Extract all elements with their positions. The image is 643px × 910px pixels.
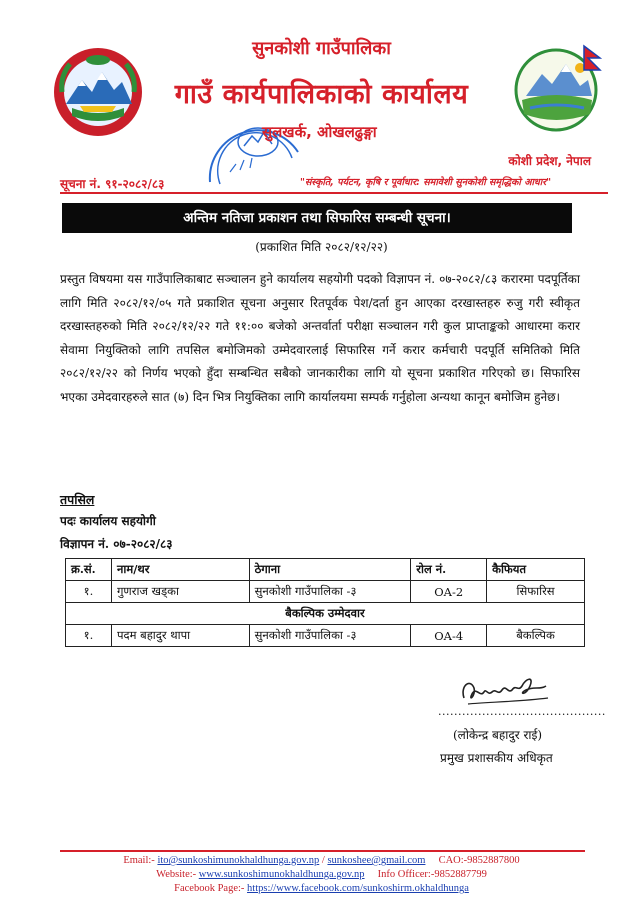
table-header-row: [66, 559, 585, 581]
slogan: "संस्कृति, पर्यटन, कृषि र पूर्वाधार: समावेशी सुनकोशी समृद्धिको आधार": [300, 177, 552, 188]
cell-roll: OA-4: [411, 625, 487, 647]
notice-title: अन्तिम नतिजा प्रकाशन तथा सिफारिस सम्बन्धी सूचना।: [62, 203, 572, 233]
header-address: ठेगाना: [249, 559, 411, 581]
alternate-heading: बैकल्पिक उम्मेदवार: [66, 603, 585, 625]
facebook-label: Facebook Page:-: [174, 883, 248, 894]
signatory-title: प्रमुख प्रशासकीय अधिकृत: [440, 751, 553, 765]
email-link-1[interactable]: ito@sunkoshimunokhaldhunga.gov.np: [157, 855, 320, 866]
cell-name: गुणराज खड्का: [111, 581, 249, 603]
website-link[interactable]: www.sunkoshimunokhaldhunga.gov.np: [198, 869, 365, 880]
municipality-name: सुनकोशी गाउँपालिका: [252, 38, 391, 59]
footer-divider: [60, 850, 585, 852]
signature-line: ..........................................: [438, 705, 606, 718]
published-date: (प्रकाशित मिति २०८२/१२/२२): [255, 240, 388, 254]
office-name: गाउँ कार्यपालिकाको कार्यालय: [174, 79, 469, 110]
header-roll: रोल नं.: [411, 559, 487, 581]
info-officer-phone: Info Officer:-9852887799: [364, 869, 487, 880]
cao-phone: CAO:-9852887800: [425, 855, 520, 866]
footer-email-line: [0, 855, 643, 866]
email-separator: /: [319, 855, 328, 866]
website-label: Website:-: [156, 869, 199, 880]
header-remark: कैफियत: [487, 559, 585, 581]
header-name: नाम/थर: [111, 559, 249, 581]
footer-website-line: [0, 869, 643, 880]
header-sn: क्र.सं.: [66, 559, 112, 581]
cell-roll: OA-2: [411, 581, 487, 603]
province-label: कोशी प्रदेश, नेपाल: [508, 154, 591, 168]
post-label: पदः कार्यालय सहयोगी: [60, 514, 156, 528]
advertisement-number: विज्ञापन नं. ०७-२०८२/८३: [60, 537, 173, 551]
facebook-link[interactable]: https://www.facebook.com/sunkoshirm.okhaldhunga: [247, 883, 469, 894]
cell-name: पदम बहादुर थापा: [111, 625, 249, 647]
cell-remark: बैकल्पिक: [487, 625, 585, 647]
section-heading: तपसिल: [60, 492, 95, 507]
cell-remark: सिफारिस: [487, 581, 585, 603]
letterhead-divider: [60, 192, 608, 194]
cell-address: सुनकोशी गाउँपालिका -३: [249, 625, 411, 647]
cell-sn: १.: [66, 581, 112, 603]
cell-sn: १.: [66, 625, 112, 647]
table-row: [66, 625, 585, 647]
footer-facebook-line: [0, 883, 643, 894]
email-link-2[interactable]: sunkoshee@gmail.com: [327, 855, 426, 866]
table-row: [66, 581, 585, 603]
notice-body: प्रस्तुत विषयमा यस गाउँपालिकाबाट सञ्चालन हुने कार्यालय सहयोगी पदको विज्ञापन नं. ०७-२०८२/८३ करारमा पदपूर्तिका लागि मिति २०८२/१२/०५ गते प्रकाशित सूचना अनुसार रितपूर्वक पेश/दर्ता हुन आएका दरखास्तहरु रुजु गरी स्वीकृत दरखास्तहरुको मिति २०८२/१२/२२ गते ११:०० बजेको अन्तर्वार्ता परीक्षा सञ्चालन गरी कुल प्राप्ताङ्कको आधारमा करार सेवामा नियुक्तिको लागि तपसिल बमोजिमको उम्मेदवारलाई सिफारिस गर्ने करार कर्मचारी पदपूर्ति समितिको मिति २०८२/१२/२२ को निर्णय भएको हुँदा सम्बन्धित सबैको जानकारीका लागि यो सूचना प्रकाशित गरिएको छ। सिफारिस भएका उमेदवारहरुले सात (७) दिन भित्र नियुक्तिका लागि कार्यालयमा सम्पर्क गर्नुहोला अन्यथा कानून बमोजिम हुनेछ।: [60, 272, 580, 404]
candidate-table: [65, 558, 585, 647]
notice-number: सूचना नं. ९१-२०८२/८३: [60, 177, 165, 191]
office-address: सुलखर्क, ओखलढुङ्गा: [262, 123, 377, 141]
cell-address: सुनकोशी गाउँपालिका -३: [249, 581, 411, 603]
signatory-name: (लोकेन्द्र बहादुर राई): [453, 728, 543, 742]
email-label: Email:-: [123, 855, 158, 866]
table-subheading-row: [66, 603, 585, 625]
